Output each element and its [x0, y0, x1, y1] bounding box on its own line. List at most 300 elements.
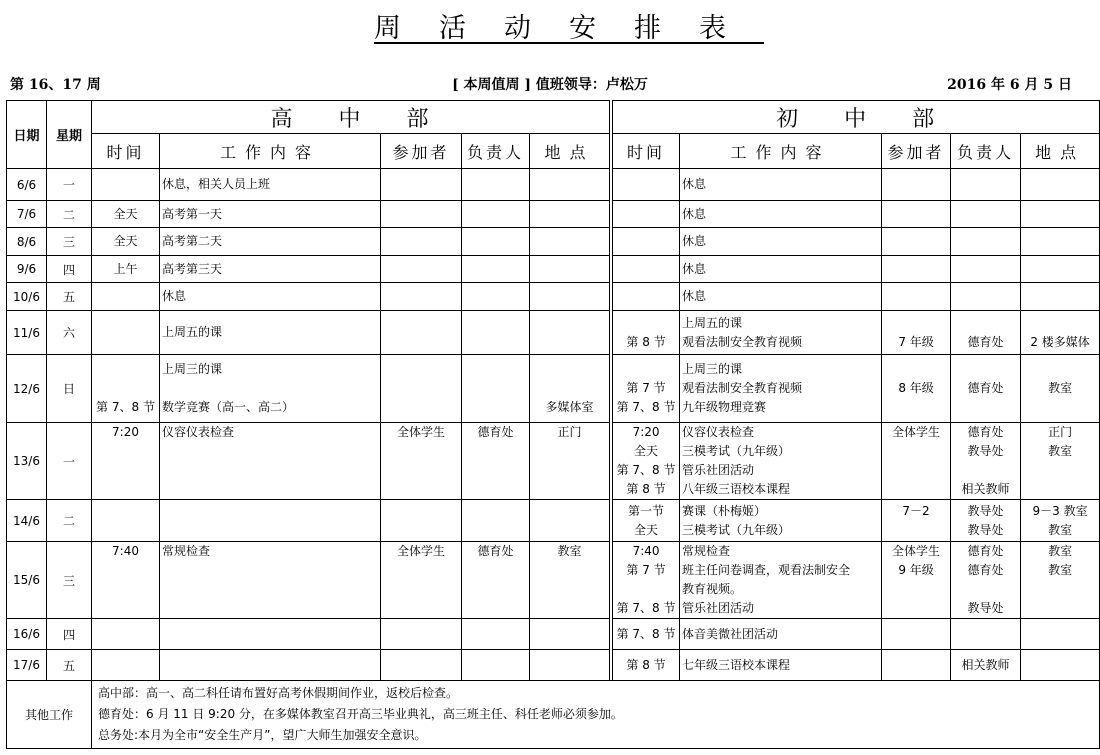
hs-participants-line: 全体学生: [396, 544, 445, 558]
js-location-line: 2 楼多媒体: [1030, 334, 1090, 349]
js-participants-line: 全体学生: [892, 425, 941, 439]
other-work-line: 德育处：6 月 11 日 9:20 分，在多媒体教室召开高三毕业典礼，高三班主任、科任老师必须参加。: [98, 707, 623, 721]
hs-content-line: [162, 461, 378, 480]
js-time-cell: [613, 283, 680, 311]
hs-location-cell: [530, 423, 610, 500]
js-time-cell: [613, 355, 680, 423]
schedule-table: [6, 100, 1100, 749]
hs-time-line: [94, 323, 157, 342]
hs-participants-cell: [381, 228, 462, 256]
js-time-line: [615, 232, 677, 251]
schedule-row: [7, 619, 1100, 650]
js-participants-line: [884, 521, 948, 540]
js-content-header: 工作内容: [680, 134, 882, 169]
js-owner-line: [953, 287, 1018, 306]
js-time-cell: [613, 311, 680, 355]
hs-content-line: [162, 625, 378, 644]
js-participants-line: 7－2: [902, 503, 930, 518]
js-content-line: 赛课（朴梅姬）: [682, 503, 767, 518]
js-location-line: [1023, 260, 1097, 279]
js-location-line: 9－3 教室: [1032, 503, 1088, 518]
page-title: 周活动安排表: [374, 13, 764, 44]
js-location-line: [1023, 175, 1097, 194]
js-location-line: [1023, 461, 1097, 480]
hs-content-cell: [160, 256, 381, 283]
js-content-line: 休息: [682, 206, 707, 221]
js-participants-cell: [882, 228, 951, 256]
schedule-row: [7, 542, 1100, 619]
hs-owner-cell: [462, 650, 530, 681]
js-participants-line: [884, 287, 948, 306]
js-participants-line: [884, 232, 948, 251]
hs-owner-line: [464, 323, 527, 342]
js-location-line: [1023, 656, 1097, 675]
js-location-cell: [1021, 256, 1100, 283]
js-participants-cell: [882, 650, 951, 681]
hs-owner-line: [464, 511, 527, 530]
hs-owner-line: [464, 625, 527, 644]
js-time-line: [615, 314, 677, 333]
hs-participants-line: [383, 561, 459, 580]
hs-participants-line: [383, 480, 459, 499]
hs-location-cell: [530, 355, 610, 423]
hs-content-cell: [160, 423, 381, 500]
hs-content-line: [162, 442, 378, 461]
js-participants-cell: [882, 355, 951, 423]
js-participants-line: [884, 599, 948, 618]
hs-location-line: 正门: [557, 425, 582, 439]
row-date: 16/6: [7, 619, 47, 650]
js-time-line: 第 7、8 节: [616, 601, 676, 615]
row-date: 9/6: [7, 256, 47, 283]
js-participants-cell: [882, 201, 951, 228]
js-owner-cell: [951, 355, 1021, 423]
hs-content-line: [162, 511, 378, 530]
js-time-line: [615, 175, 677, 194]
js-content-line: 仪容仪表检查: [682, 425, 755, 439]
js-time-line: 第 7 节: [626, 563, 666, 577]
js-content-line: 休息: [682, 289, 707, 303]
hs-content-line: 仪容仪表检查: [162, 425, 235, 439]
hs-participants-line: [383, 580, 459, 599]
js-owner-cell: [951, 619, 1021, 650]
hs-owner-cell: [462, 500, 530, 542]
hs-owner-line: [464, 175, 527, 194]
hs-time-line: 全天: [113, 234, 138, 248]
hs-content-cell: [160, 311, 381, 355]
row-weekday: 一: [47, 423, 92, 500]
hs-content-line: [162, 599, 378, 618]
js-owner-line: 相关教师: [961, 657, 1010, 672]
js-participants-cell: [882, 423, 951, 500]
hs-time-cell: [92, 201, 160, 228]
hs-owner-cell: [462, 256, 530, 283]
schedule-row: [7, 228, 1100, 256]
js-owner-line: 教导处: [967, 601, 1004, 615]
schedule-row: [7, 201, 1100, 228]
hs-participants-line: [383, 442, 459, 461]
hs-location-header: 地点: [530, 134, 610, 169]
row-weekday: 一: [47, 169, 92, 201]
hs-content-line: 数学竞赛（高一、高二）: [162, 400, 295, 414]
js-content-line: 七年级三语校本课程: [682, 657, 791, 672]
hs-content-line: 常规检查: [162, 544, 211, 558]
js-content-cell: [680, 542, 882, 619]
js-participants-line: [884, 580, 948, 599]
hs-time-cell: [92, 650, 160, 681]
js-content-line: 八年级三语校本课程: [682, 482, 791, 496]
js-owner-cell: [951, 283, 1021, 311]
row-weekday: 五: [47, 283, 92, 311]
hs-time-cell: [92, 355, 160, 423]
hs-owner-line: [464, 287, 527, 306]
hs-time-line: [94, 287, 157, 306]
js-location-line: 教室: [1048, 563, 1073, 577]
js-content-cell: [680, 311, 882, 355]
hs-time-line: [94, 625, 157, 644]
hs-location-line: [532, 511, 607, 530]
row-weekday: 三: [47, 542, 92, 619]
hs-content-line: 高考第二天: [162, 234, 223, 248]
js-owner-cell: [951, 500, 1021, 542]
hs-time-line: [94, 175, 157, 194]
hs-participants-line: [383, 398, 459, 417]
js-owner-line: [953, 314, 1018, 333]
js-participants-line: 全体学生: [892, 544, 941, 558]
schedule-row: [7, 500, 1100, 542]
js-participants-header: 参加者: [882, 134, 951, 169]
row-weekday: 五: [47, 650, 92, 681]
row-date: 13/6: [7, 423, 47, 500]
js-participants-line: [884, 461, 948, 480]
row-weekday: 四: [47, 256, 92, 283]
js-content-line: 上周三的课: [682, 362, 743, 376]
hs-owner-cell: [462, 542, 530, 619]
js-content-line: 休息: [682, 234, 707, 248]
hs-content-line: [162, 561, 378, 580]
js-content-line: 班主任问卷调查，观看法制安全: [682, 563, 851, 577]
schedule-row: [7, 423, 1100, 500]
hs-location-cell: [530, 500, 610, 542]
hs-owner-line: [464, 379, 527, 398]
js-time-line: 第 7、8 节: [616, 626, 676, 641]
js-owner-line: 德育处: [967, 381, 1004, 395]
hs-owner-line: [464, 232, 527, 251]
js-content-cell: [680, 169, 882, 201]
hs-participants-line: [383, 511, 459, 530]
hs-location-cell: [530, 256, 610, 283]
hs-owner-line: [464, 260, 527, 279]
hs-content-line: 高考第三天: [162, 261, 223, 276]
js-content-line: 管乐社团活动: [682, 601, 755, 615]
js-time-line: 第 7、8 节: [616, 463, 676, 477]
js-location-line: [1023, 205, 1097, 224]
week-number: 第 16、17 周: [10, 77, 101, 93]
issue-date: 2016 年 6 月 5 日: [947, 77, 1072, 93]
junior-school-header: 初中部: [613, 101, 1100, 134]
js-content-cell: [680, 228, 882, 256]
js-owner-line: [953, 580, 1018, 599]
hs-location-line: [532, 287, 607, 306]
hs-location-line: [532, 175, 607, 194]
js-time-line: [615, 360, 677, 379]
js-time-cell: [613, 423, 680, 500]
js-owner-line: [953, 205, 1018, 224]
row-date: 12/6: [7, 355, 47, 423]
js-time-line: 全天: [634, 522, 659, 537]
hs-location-line: [532, 561, 607, 580]
row-date: 11/6: [7, 311, 47, 355]
hs-location-cell: [530, 169, 610, 201]
js-participants-line: [884, 360, 948, 379]
js-content-cell: [680, 423, 882, 500]
hs-time-line: [94, 480, 157, 499]
js-content-cell: [680, 256, 882, 283]
js-time-line: 第 7 节: [626, 381, 666, 395]
hs-time-line: 全天: [113, 206, 138, 221]
js-content-cell: [680, 283, 882, 311]
js-location-cell: [1021, 169, 1100, 201]
js-participants-line: [884, 398, 948, 417]
js-content-line: 体音美微社团活动: [682, 626, 779, 641]
js-participants-line: 8 年级: [898, 381, 934, 395]
js-time-line: [615, 205, 677, 224]
hs-participants-cell: [381, 619, 462, 650]
js-owner-cell: [951, 228, 1021, 256]
hs-location-line: [532, 205, 607, 224]
hs-participants-cell: [381, 650, 462, 681]
hs-location-cell: [530, 542, 610, 619]
js-time-cell: [613, 542, 680, 619]
row-weekday: 日: [47, 355, 92, 423]
row-date: 6/6: [7, 169, 47, 201]
js-owner-line: [953, 175, 1018, 194]
hs-time-cell: [92, 169, 160, 201]
js-owner-line: [953, 360, 1018, 379]
hs-owner-line: [464, 205, 527, 224]
js-owner-line: [953, 625, 1018, 644]
hs-location-cell: [530, 283, 610, 311]
hs-location-line: [532, 599, 607, 618]
js-content-line: 管乐社团活动: [682, 463, 755, 477]
hs-location-line: [532, 360, 607, 379]
row-date: 17/6: [7, 650, 47, 681]
hs-time-cell: [92, 500, 160, 542]
hs-content-cell: [160, 228, 381, 256]
hs-content-cell: [160, 169, 381, 201]
js-content-cell: [680, 355, 882, 423]
hs-time-cell: [92, 619, 160, 650]
hs-location-line: [532, 461, 607, 480]
hs-owner-line: [464, 656, 527, 675]
hs-location-line: [532, 232, 607, 251]
hs-content-line: [162, 480, 378, 499]
js-owner-cell: [951, 169, 1021, 201]
hs-time-line: [94, 561, 157, 580]
js-location-line: [1023, 580, 1097, 599]
other-work-label: 其他工作: [7, 681, 92, 749]
js-time-cell: [613, 201, 680, 228]
hs-participants-line: [383, 599, 459, 618]
hs-location-line: [532, 323, 607, 342]
hs-time-line: 7:40: [112, 544, 139, 558]
hs-time-cell: [92, 283, 160, 311]
row-weekday: 六: [47, 311, 92, 355]
hs-owner-cell: [462, 311, 530, 355]
hs-content-cell: [160, 201, 381, 228]
js-time-header: 时间: [613, 134, 680, 169]
js-time-cell: [613, 256, 680, 283]
js-time-line: 7:40: [632, 544, 660, 558]
hs-participants-line: [383, 287, 459, 306]
js-time-cell: [613, 650, 680, 681]
js-owner-line: [953, 260, 1018, 279]
js-location-cell: [1021, 619, 1100, 650]
hs-participants-line: [383, 379, 459, 398]
hs-time-cell: [92, 542, 160, 619]
hs-content-cell: [160, 355, 381, 423]
js-location-cell: [1021, 542, 1100, 619]
hs-participants-line: [383, 656, 459, 675]
js-owner-line: 教导处: [967, 444, 1004, 458]
hs-content-cell: [160, 542, 381, 619]
hs-location-line: [532, 260, 607, 279]
js-time-line: 第 8 节: [626, 334, 666, 349]
hs-time-line: 第 7、8 节: [96, 400, 155, 414]
js-owner-line: 德育处: [967, 334, 1004, 349]
hs-owner-line: [464, 398, 527, 417]
hs-time-cell: [92, 311, 160, 355]
js-content-line: 九年级物理竞赛: [682, 400, 767, 414]
hs-location-line: [532, 442, 607, 461]
hs-participants-header: 参加者: [381, 134, 462, 169]
duty-leader: [ 本周值周 ] 值班领导：卢松万: [452, 77, 648, 93]
js-participants-cell: [882, 283, 951, 311]
js-content-cell: [680, 650, 882, 681]
hs-time-line: [94, 656, 157, 675]
hs-content-line: 上周五的课: [162, 325, 223, 339]
hs-location-line: [532, 480, 607, 499]
hs-owner-cell: [462, 201, 530, 228]
js-time-line: 7:20: [632, 425, 660, 439]
js-location-line: [1023, 287, 1097, 306]
js-participants-line: [884, 260, 948, 279]
hs-owner-line: [464, 461, 527, 480]
js-time-cell: [613, 619, 680, 650]
js-content-line: 上周五的课: [682, 315, 743, 330]
hs-time-header: 时间: [92, 134, 160, 169]
hs-participants-cell: [381, 423, 462, 500]
schedule-row: [7, 283, 1100, 311]
js-location-cell: [1021, 355, 1100, 423]
js-time-line: [615, 287, 677, 306]
hs-participants-cell: [381, 283, 462, 311]
hs-time-cell: [92, 423, 160, 500]
row-date: 15/6: [7, 542, 47, 619]
hs-content-cell: [160, 283, 381, 311]
js-location-cell: [1021, 283, 1100, 311]
hs-owner-cell: [462, 169, 530, 201]
js-participants-cell: [882, 169, 951, 201]
js-participants-cell: [882, 256, 951, 283]
hs-owner-cell: [462, 619, 530, 650]
hs-location-line: 多媒体室: [545, 400, 594, 414]
hs-participants-cell: [381, 201, 462, 228]
js-participants-cell: [882, 311, 951, 355]
hs-location-cell: [530, 228, 610, 256]
js-content-line: 观看法制安全教育视频: [682, 334, 803, 349]
js-content-line: 三模考试（九年级）: [682, 444, 791, 458]
js-location-line: [1023, 232, 1097, 251]
js-participants-cell: [882, 500, 951, 542]
hs-location-cell: [530, 650, 610, 681]
js-participants-cell: [882, 619, 951, 650]
hs-participants-line: [383, 205, 459, 224]
js-owner-cell: [951, 650, 1021, 681]
row-date: 10/6: [7, 283, 47, 311]
js-time-line: 第 7、8 节: [616, 400, 676, 414]
js-location-header: 地点: [1021, 134, 1100, 169]
js-location-line: [1023, 314, 1097, 333]
js-content-line: 三模考试（九年级）: [682, 522, 791, 537]
js-location-line: [1023, 360, 1097, 379]
hs-participants-line: [383, 323, 459, 342]
hs-location-cell: [530, 201, 610, 228]
hs-content-line: 休息: [162, 289, 187, 303]
js-time-line: 第 8 节: [626, 482, 666, 496]
js-location-line: [1023, 398, 1097, 417]
hs-owner-line: [464, 360, 527, 379]
js-location-line: 正门: [1048, 425, 1073, 439]
js-owner-header: 负责人: [951, 134, 1021, 169]
js-owner-cell: [951, 542, 1021, 619]
hs-time-line: [94, 442, 157, 461]
hs-time-line: [94, 461, 157, 480]
schedule-row: [7, 355, 1100, 423]
js-time-line: 第一节: [628, 503, 665, 518]
hs-participants-line: [383, 360, 459, 379]
js-content-cell: [680, 201, 882, 228]
js-owner-line: 德育处: [967, 544, 1004, 558]
js-content-cell: [680, 500, 882, 542]
high-school-header: 高中部: [92, 101, 610, 134]
js-time-cell: [613, 500, 680, 542]
js-location-line: [1023, 625, 1097, 644]
js-participants-cell: [882, 542, 951, 619]
js-location-cell: [1021, 201, 1100, 228]
js-content-cell: [680, 619, 882, 650]
js-participants-line: [884, 205, 948, 224]
hs-participants-line: [383, 625, 459, 644]
js-location-line: 教室: [1048, 544, 1073, 558]
hs-owner-cell: [462, 283, 530, 311]
js-location-cell: [1021, 650, 1100, 681]
hs-participants-cell: [381, 542, 462, 619]
hs-participants-cell: [381, 256, 462, 283]
js-content-line: 休息: [682, 261, 707, 276]
hs-content-line: [162, 379, 378, 398]
hs-location-cell: [530, 619, 610, 650]
hs-time-line: [94, 360, 157, 379]
row-date: 14/6: [7, 500, 47, 542]
hs-content-line: 高考第一天: [162, 206, 223, 221]
hs-participants-cell: [381, 169, 462, 201]
js-participants-line: [884, 175, 948, 194]
js-owner-line: [953, 461, 1018, 480]
js-content-line: 教育视频。: [682, 582, 743, 596]
js-participants-line: [884, 656, 948, 675]
hs-time-line: [94, 599, 157, 618]
